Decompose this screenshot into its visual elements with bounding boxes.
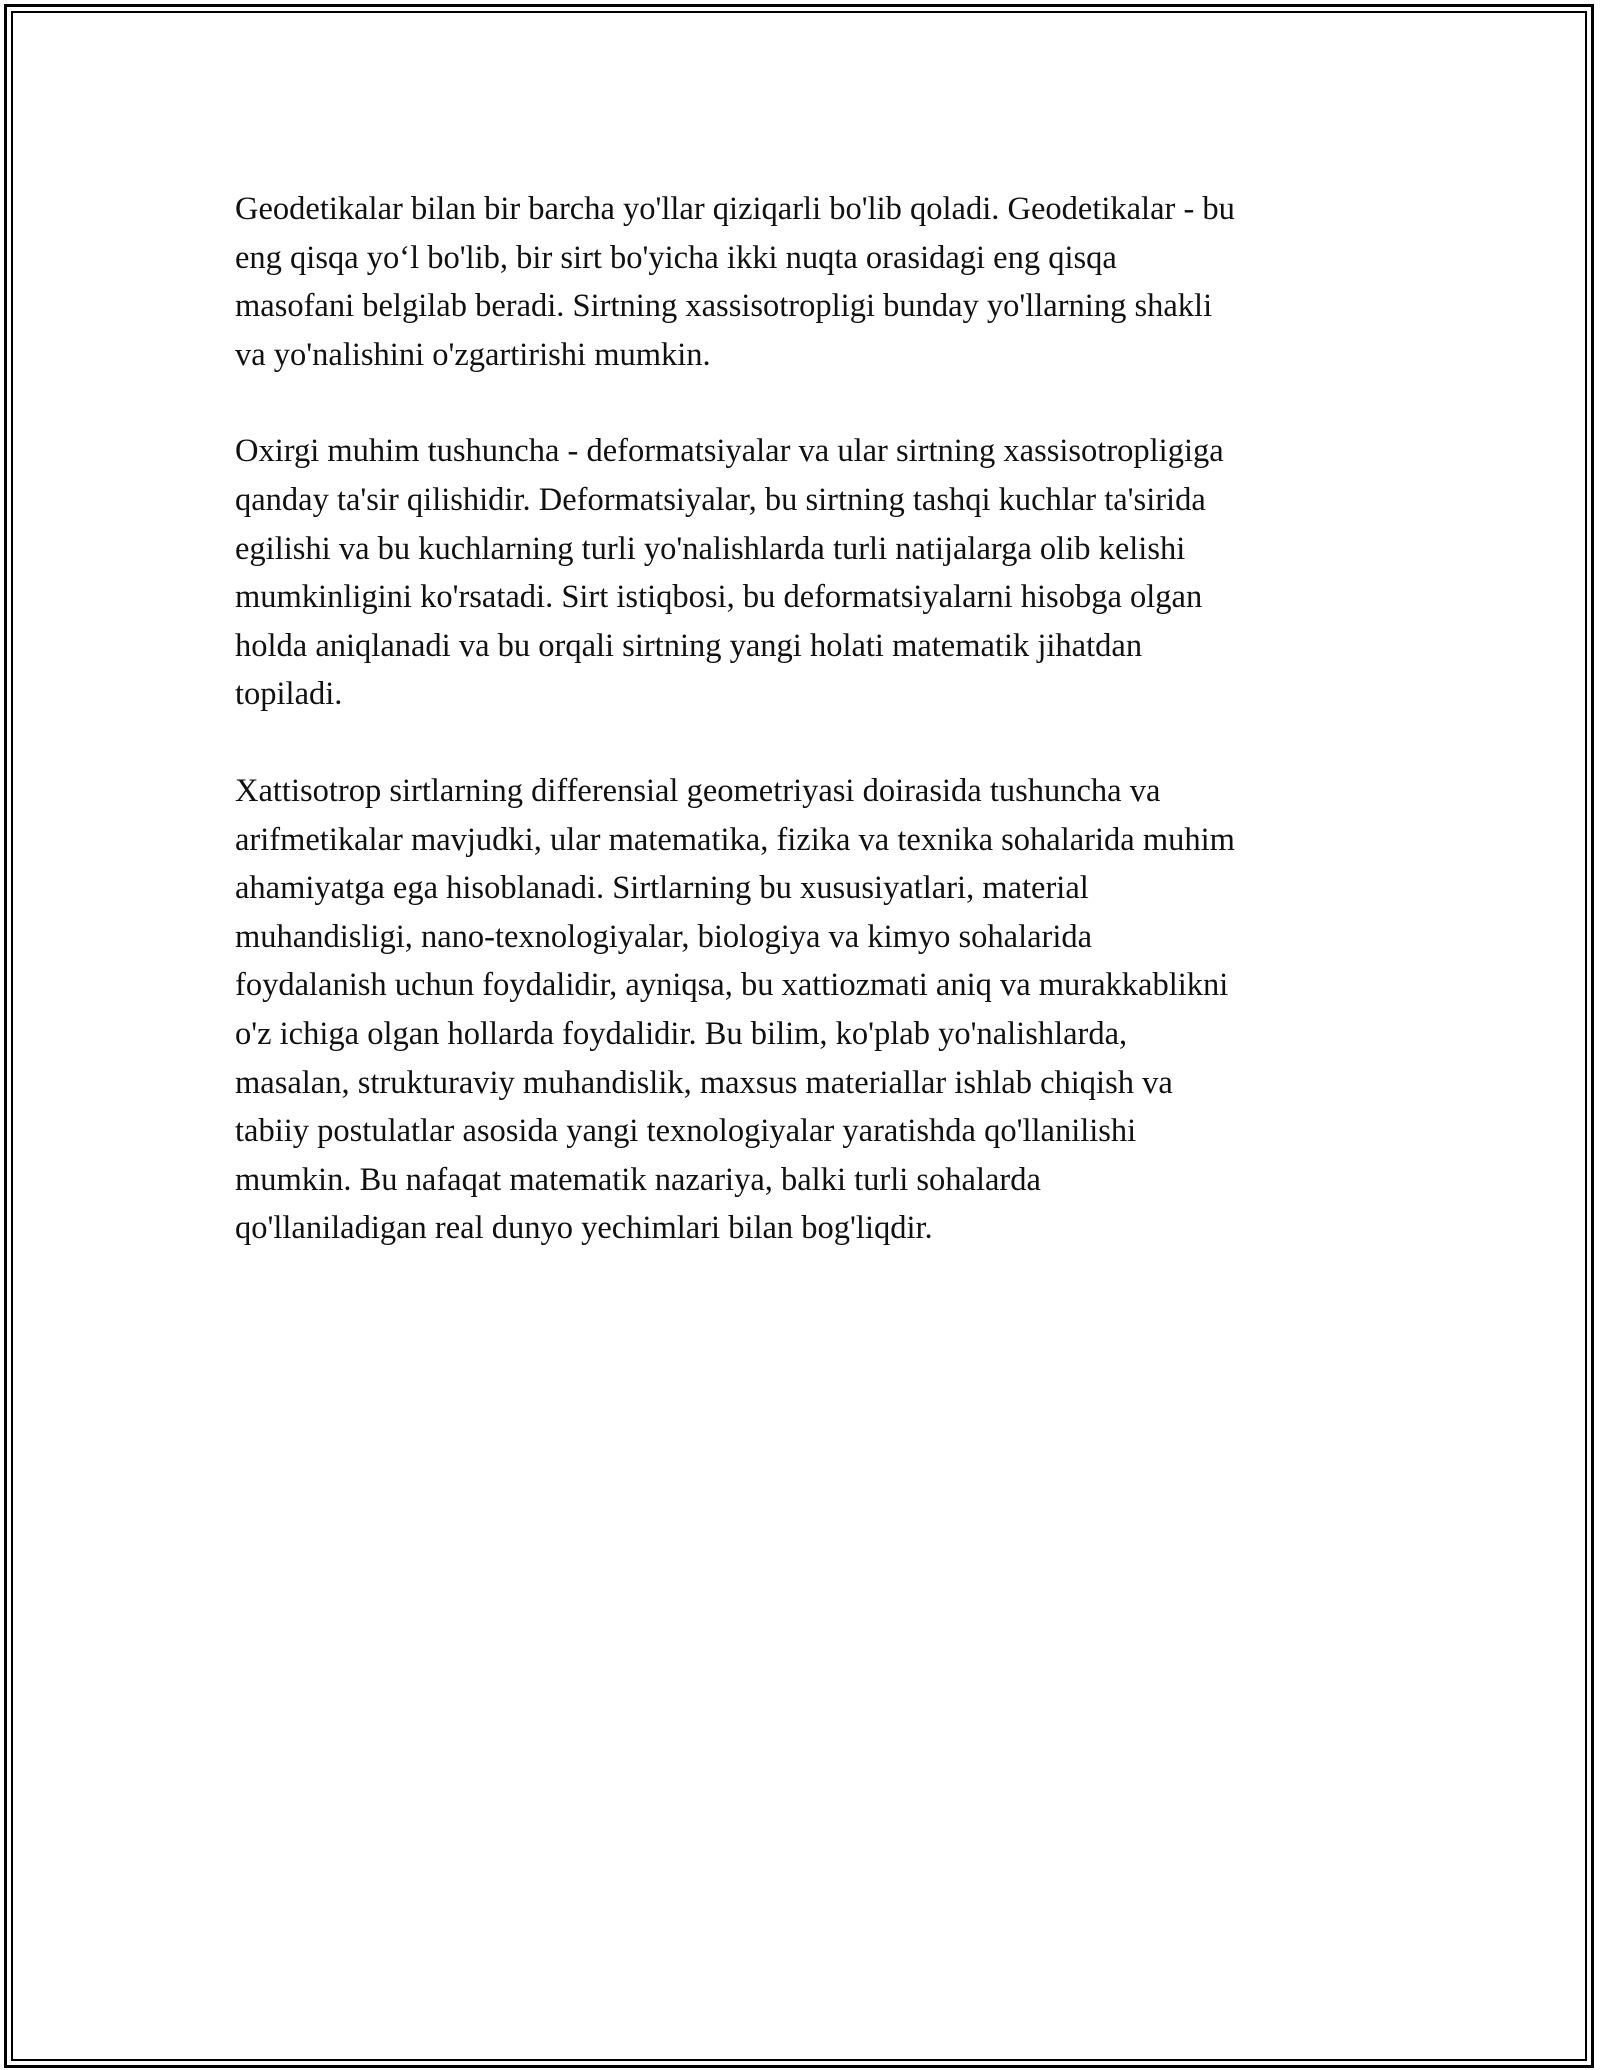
- paragraph-applications: Xattisotrop sirtlarning differensial geometriyasi doirasida tushuncha va arifmetikalar mavjudki, ular matematika, fizika va texnika sohalarida muhim ahamiyatga ega hisoblanadi. Sirtlarning bu xususiyatlari, material muhandisligi, nano-texnologiyalar, biologiya va kimyo sohalarida foydalanish uchun foydalidir, ayniqsa, bu xattiozmati aniq va murakkablikni o'z ichiga olgan hollarda foydalidir. Bu bilim, ko'plab yo'nalishlarda, masalan, strukturaviy muhandislik, maxsus materiallar ishlab chiqish va tabiiy postulatlar asosida yangi texnologiyalar yaratishda qo'llanilishi mumkin. Bu nafaqat matematik nazariya, balki turli sohalarda qo'llaniladigan real dunyo yechimlari bilan bog'liqdir.: [235, 772, 1235, 1247]
- paragraph-geodesics: Geodetikalar bilan bir barcha yo'llar qiziqarli bo'lib qoladi. Geodetikalar - bu eng qisqa yo‘l bo'lib, bir sirt bo'yicha ikki nuqta orasidagi eng qisqa masofani belgilab beradi. Sirtning xassisotropligi bunday yo'llarning shakli va yo'nalishini o'zgartirishi mumkin.: [235, 191, 1235, 373]
- paragraph-deformations: Oxirgi muhim tushuncha - deformatsiyalar va ular sirtning xassisotropligiga qanday ta'sir qilishidir. Deformatsiyalar, bu sirtning tashqi kuchlar ta'sirida egilishi va bu kuchlarning turli yo'nalishlarda turli natijalarga olib kelishi mumkinligini ko'rsatadi. Sirt istiqbosi, bu deformatsiyalarni hisobga olgan holda aniqlanadi va bu orqali sirtning yangi holati matematik jihatdan topiladi.: [235, 433, 1224, 713]
- document-body: [235, 185, 1380, 1301]
